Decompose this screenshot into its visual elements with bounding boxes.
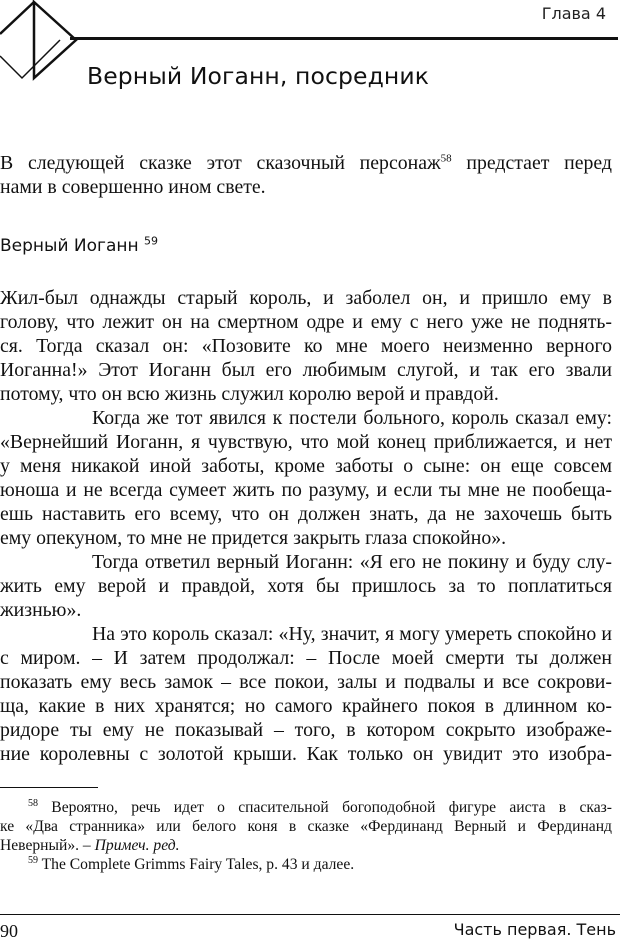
chapter-ornament-icon [0,0,90,110]
paragraph-line: На это король сказал: «Ну, значит, я могу умереть спокойно и [92,623,612,645]
intro-line-1 [0,151,612,175]
paragraph-line: ние королевны с золотой крыши. Как только он увидит это изобра- [0,743,612,765]
paragraph-line: ща, какие в них хранятся; но самого крайнего покоя в длинном ко- [0,695,612,717]
paragraph-line: показать ему весь замок – все покои, залы и подвалы и все сокрови- [0,671,612,693]
footnote-rule [0,787,98,788]
section-title: Верный Иоганн, посредник [87,62,430,90]
page-number: 90 [0,921,18,941]
header-rule [70,37,618,40]
paragraph-line: Иоганна!» Этот Иоганн был его любимым слугой, и так его звали [0,359,612,381]
paragraph-line: потому, что он всю жизнь служил королю верой и правдой. [0,383,499,405]
footnote-58-line-2: ке «Два странника» или белого коня в сказке «Фердинанд Верный и Фердинанд [0,818,612,835]
footnote-58-line-1 [28,798,612,817]
footnote-mark-59: 59 [28,854,38,866]
paragraph-line: с миром. – И затем продолжал: – После моей смерти ты должен [0,647,612,669]
paragraph-line: ешь наставить его всему, что он должен знать, да не захочешь быть [0,503,612,525]
footnote-ref-59: 59 [144,234,159,248]
paragraph-line: юноша и не всегда сумеет жить по разуму, и если ты мне не пообеща- [0,479,612,501]
intro-line-1-tail: предстает перед [451,152,612,174]
footnote-59 [28,855,612,874]
footer-rule [0,914,620,915]
paragraph-line: ему опекуном, то мне не придется закрыть глаза спокойно». [0,527,507,549]
story-subheading-text: Верный Иоганн [0,236,145,256]
paragraph-line: ридоре ты ему не показывай – того, в котором сокрыто изображе- [0,719,612,741]
paragraph-line: жизнью». [0,599,82,621]
paragraph-line: «Вернейший Иоганн, я чувствую, что мой конец приближается, и нет [0,431,612,453]
footnote-58-text: Вероятно, речь идет о спасительной богоподобной фигуре аиста в сказ- [38,799,612,816]
part-label: Часть первая. Тень [453,920,616,939]
hyphen-line: голову, что лежит он на смертном одре и ему с него уже не поднять- [0,311,612,333]
story-subheading [0,236,158,256]
paragraph-line [0,310,612,334]
paragraph-line: Когда же тот явился к постели больного, король сказал ему: [92,407,612,429]
paragraph-line: у меня никакой иной заботы, кроме заботы о сыне: он еще совсем [0,455,612,477]
paragraph-line: Жил-был однажды старый король, и заболел он, и пришло ему в [0,287,612,309]
footnote-mark-58: 58 [28,797,38,809]
intro-line-1-text: В следующей сказке этот сказочный персонаж [0,152,441,174]
intro-line-2: нами в совершенно ином свете. [0,176,266,198]
footnote-59-text: The Complete Grimms Fairy Tales, p. 43 и далее. [38,856,355,873]
footnote-ref-58: 58 [440,152,452,165]
footnote-58-tail: Неверный». – [0,837,95,854]
footnote-58-line-3 [0,836,612,855]
editor-note: Примеч. ред. [94,837,180,854]
paragraph-line: Тогда ответил верный Иоганн: «Я его не покину и буду слу- [92,551,612,573]
paragraph-line: ся. Тогда сказал он: «Позовите ко мне моего неизменно верного [0,335,612,357]
paragraph-line: жить ему верой и правдой, хотя бы пришлось за то поплатиться [0,575,612,597]
chapter-label: Глава 4 [541,4,606,23]
